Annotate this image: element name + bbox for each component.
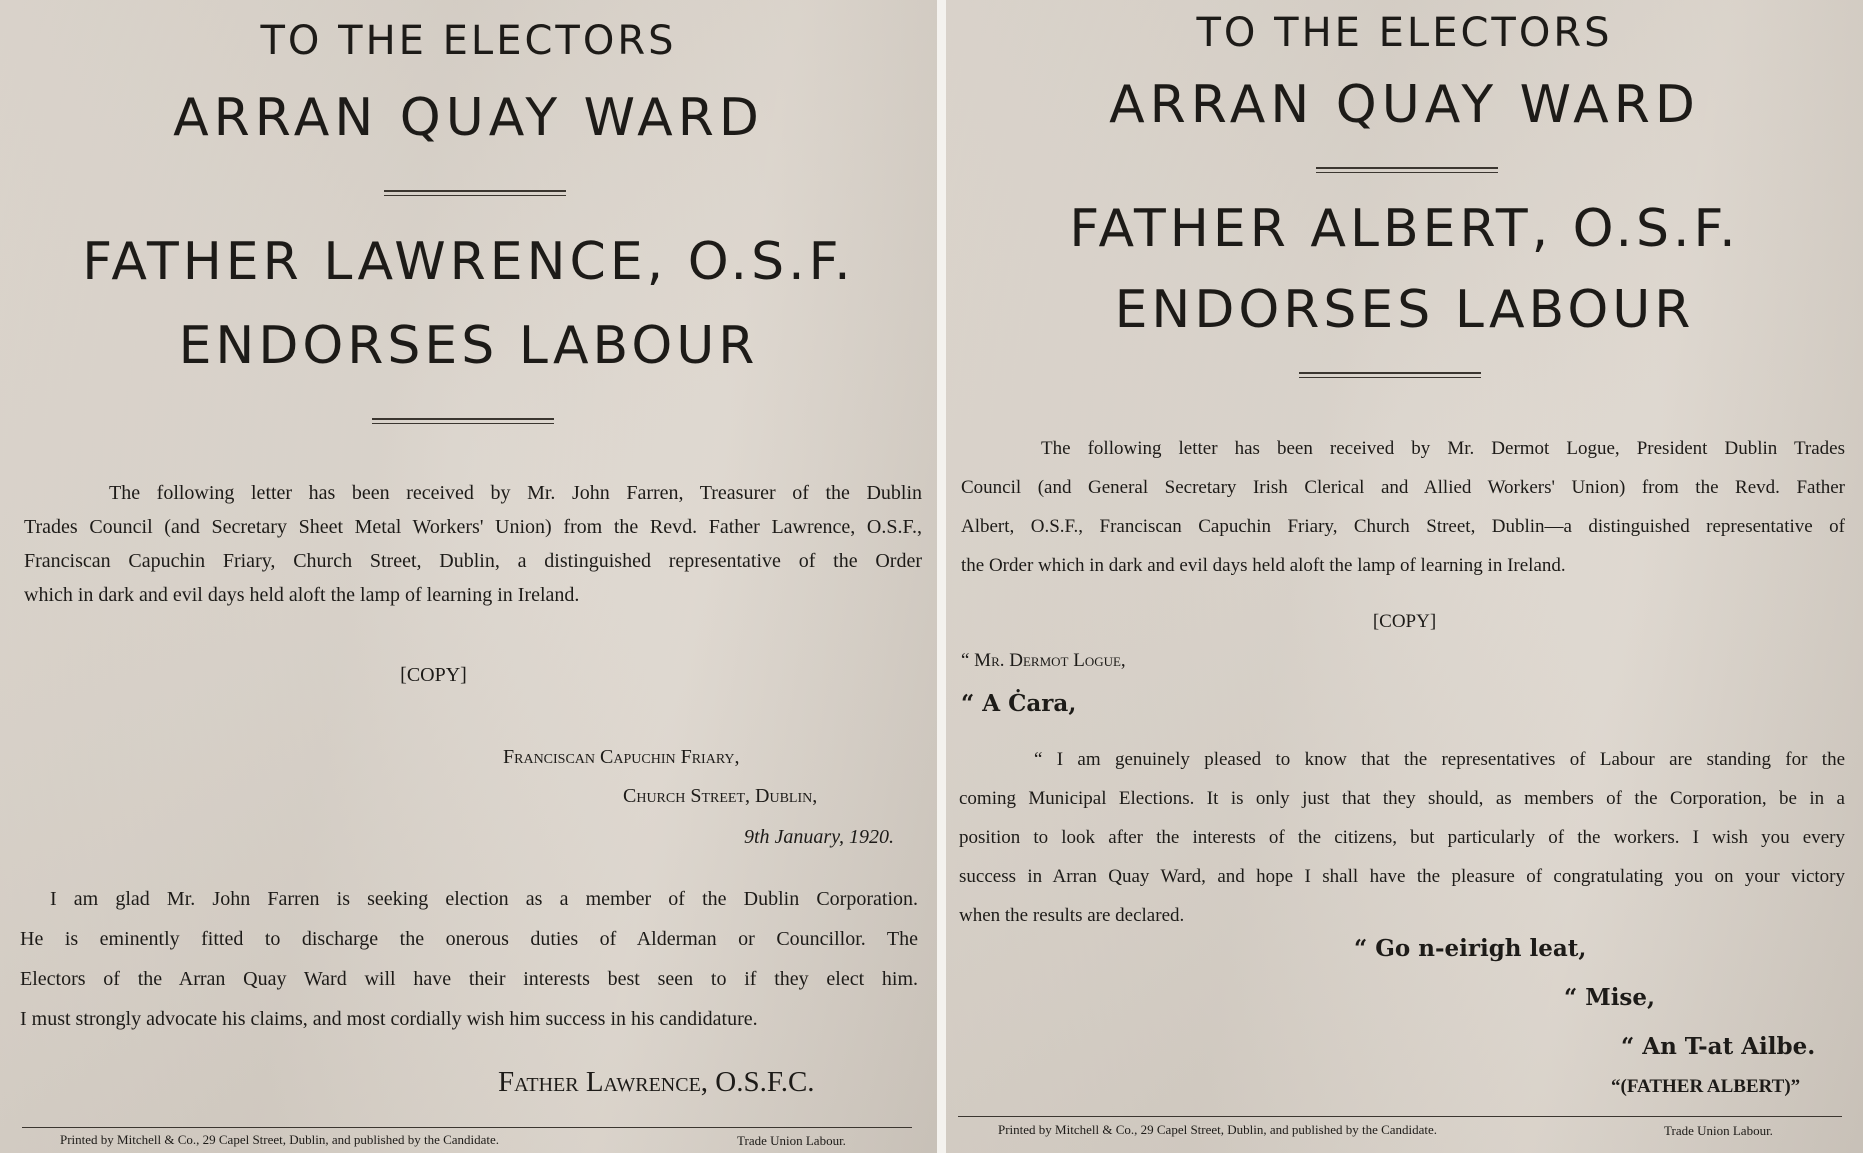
- copy-label: [COPY]: [400, 664, 467, 686]
- address-line-2: Church Street, Dublin,: [623, 785, 818, 807]
- union-mark: Trade Union Labour.: [737, 1133, 846, 1148]
- footer-divider: [958, 1116, 1842, 1117]
- text-line: I am glad Mr. John Farren is seeking election as a member of the Dublin Corporation.: [50, 888, 918, 910]
- ward-title: ARRAN QUAY WARD: [173, 88, 764, 148]
- headline-2: ENDORSES LABOUR: [1114, 280, 1695, 340]
- heading: TO THE ELECTORS: [1196, 10, 1613, 56]
- ward-title: ARRAN QUAY WARD: [1109, 75, 1700, 135]
- printer-imprint: Printed by Mitchell & Co., 29 Capel Street, Dublin, and published by the Candidate.: [998, 1122, 1438, 1137]
- divider: [1316, 167, 1498, 173]
- text-line: Electors of the Arran Quay Ward will have their interests best seen to if they elect him.: [20, 968, 918, 990]
- intro-paragraph: [961, 429, 1845, 585]
- signature: “(FATHER ALBERT)”: [1611, 1076, 1801, 1097]
- union-mark: Trade Union Labour.: [1664, 1123, 1773, 1138]
- text-line: success in Arran Quay Ward, and hope I shall have the pleasure of congratulating you on your victory: [959, 866, 1845, 887]
- salutation: “ Mr. Dermot Logue,: [961, 650, 1126, 671]
- printer-imprint: Printed by Mitchell & Co., 29 Capel Street, Dublin, and published by the Candidate.: [60, 1132, 500, 1147]
- closing-line-3: “ An T-at Ailbe.: [1621, 1033, 1816, 1060]
- text-line: Council (and General Secretary Irish Clerical and Allied Workers' Union) from the Revd. Father: [961, 477, 1845, 498]
- gaelic-greeting: “ A Ċara,: [961, 690, 1077, 717]
- text-line: The following letter has been received by Mr. Dermot Logue, President Dublin Trades: [1041, 438, 1845, 459]
- handbill-right: [946, 0, 1863, 1153]
- heading: TO THE ELECTORS: [260, 18, 677, 64]
- headline-1: FATHER ALBERT, O.S.F.: [1069, 199, 1740, 259]
- footer-divider: [22, 1127, 912, 1128]
- text-line: He is eminently fitted to discharge the onerous duties of Alderman or Councillor. The: [20, 928, 918, 950]
- address-line-1: Franciscan Capuchin Friary,: [503, 746, 740, 768]
- text-line: when the results are declared.: [959, 905, 1185, 926]
- text-line: coming Municipal Elections. It is only just that they should, as members of the Corporation, be in a: [959, 788, 1845, 809]
- copy-label: [COPY]: [1372, 611, 1437, 632]
- headline-2: ENDORSES LABOUR: [178, 316, 759, 376]
- text-line: The following letter has been received by Mr. John Farren, Treasurer of the Dublin: [109, 482, 922, 504]
- text-line: Trades Council (and Secretary Sheet Metal Workers' Union) from the Revd. Father Lawrence, O.S.F.,: [24, 516, 922, 538]
- signature: Father Lawrence, O.S.F.C.: [498, 1066, 815, 1098]
- letter-body: [959, 740, 1845, 935]
- divider: [372, 418, 554, 424]
- letter-body: [20, 879, 918, 1039]
- text-line: position to look after the interests of the citizens, but particularly of the workers. I wish you every: [959, 827, 1845, 848]
- text-line: the Order which in dark and evil days held aloft the lamp of learning in Ireland.: [961, 555, 1566, 576]
- intro-paragraph: [24, 476, 922, 612]
- text-line: which in dark and evil days held aloft the lamp of learning in Ireland.: [24, 584, 580, 606]
- text-line: I must strongly advocate his claims, and most cordially wish him success in his candidature.: [20, 1008, 758, 1030]
- closing-line-2: “ Mise,: [1564, 984, 1656, 1011]
- headline-1: FATHER LAWRENCE, O.S.F.: [82, 232, 855, 292]
- letter-date: 9th January, 1920.: [744, 826, 894, 848]
- text-line: Franciscan Capuchin Friary, Church Street, Dublin, a distinguished representative of the Order: [24, 550, 922, 572]
- divider: [384, 190, 566, 196]
- text-line: Albert, O.S.F., Franciscan Capuchin Friary, Church Street, Dublin—a distinguished representative of: [961, 516, 1845, 537]
- closing-line-1: “ Go n-eirigh leat,: [1354, 935, 1587, 962]
- divider: [1299, 372, 1481, 378]
- text-line: “ I am genuinely pleased to know that the representatives of Labour are standing for the: [1034, 749, 1845, 770]
